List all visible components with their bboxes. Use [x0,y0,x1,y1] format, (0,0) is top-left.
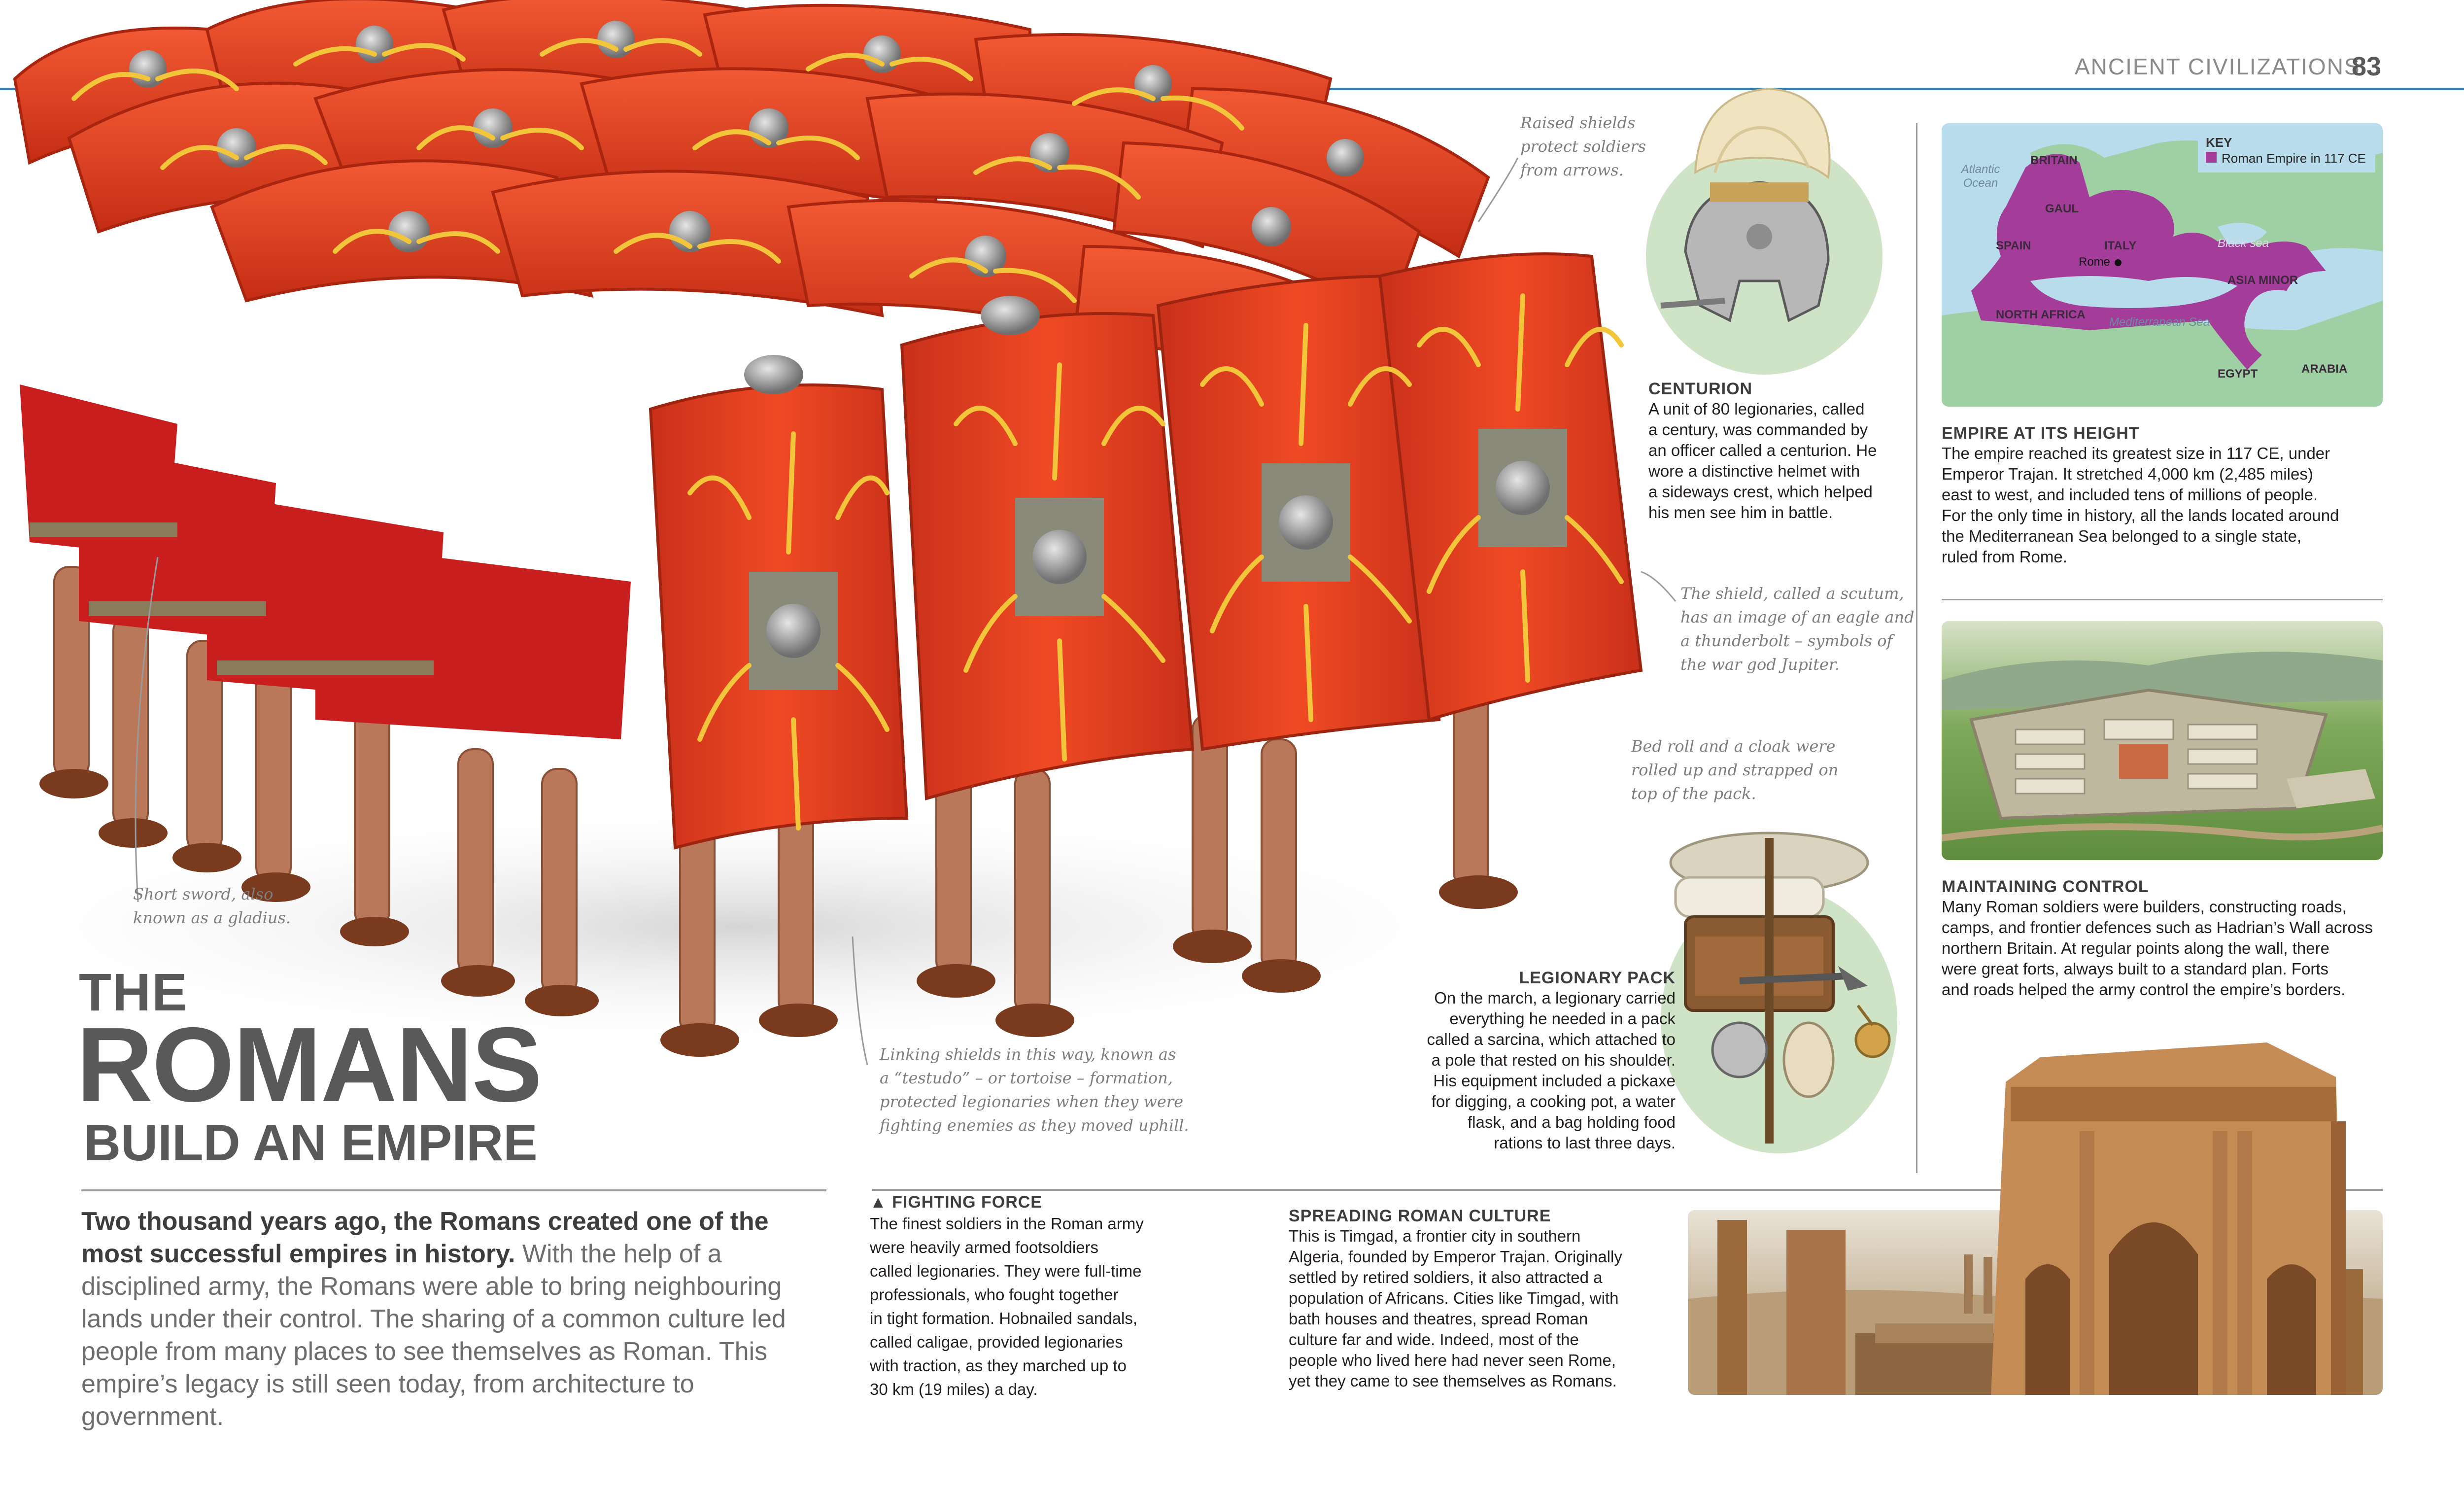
centurion-text [1648,380,1905,523]
triangle-up-icon: ▲ [870,1193,887,1212]
map-label-rome: Rome [2079,255,2111,269]
page-title: ROMANS [76,1005,542,1124]
page-number: 83 [2352,52,2382,81]
intro-lead: Two thousand years ago, the Romans created one of the most successful empires in history. [81,1207,769,1268]
control-text [1942,877,2385,1000]
map-label-arabia: ARABIA [2301,362,2348,376]
map-key-title: KEY [2206,135,2232,150]
map-key-item: Roman Empire in 117 CE [2222,151,2366,166]
title-the: THE [79,962,188,1022]
caption-testudo: Linking shields in this way, known as a “testudo” – or tortoise – formation, protected legionaries when they were fighting enemies as they moved uphill. [880,1045,1189,1135]
map-label-britain: BRITAIN [2030,154,2078,167]
pack-text [1331,969,1676,1153]
title-subtitle: BUILD AN EMPIRE [84,1114,538,1172]
map-label-italy: ITALY [2104,239,2137,252]
trajan-arch-image [1991,1023,2365,1395]
spreading-text [1289,1207,1663,1391]
centurion-heading: CENTURION [1648,380,1753,398]
fighting-force-text [870,1193,1215,1401]
intro-rest: With the help of a disciplined army, the Romans were able to bring neighbouring lands under their control. The sharing of a common culture led people from many places to see themselves as Roman. This empire’s legacy is still seen today, from architecture to government. [81,1240,786,1431]
tunics [20,384,631,739]
empire-body: The empire reached its greatest size in 117 CE, under Emperor Trajan. It stretched 4,000 km (2,485 miles) east to west, and included tens of millions of people. For the only time in history, all the lands located around the Mediterranean Sea belonged to a single state, ruled from Rome. [1942,444,2339,566]
map-label-gaul: GAUL [2045,202,2079,215]
fighting-force-body: The finest soldiers in the Roman army were heavily armed footsoldiers called legionaries. They were full-time professionals, who fought together in tight formation. Hobnailed sandals, called caligae, provided legionaries with traction, as they marched up to 30 km (19 miles) a day. [870,1214,1144,1398]
empire-heading: EMPIRE AT ITS HEIGHT [1942,424,2140,443]
intro-paragraph [81,1205,830,1433]
title-rule [81,1189,826,1191]
spreading-heading: SPREADING ROMAN CULTURE [1289,1207,1551,1225]
map-label-asia-minor: ASIA MINOR [2227,274,2298,287]
fort-image [1942,621,2383,860]
centurion-body: A unit of 80 legionaries, called a century, was commanded by an officer called a centurion. He wore a distinctive helmet with a sideways crest, which helped his men see him in battle. [1648,400,1877,521]
spreading-body: This is Timgad, a frontier city in southern Algeria, founded by Emperor Trajan. Originally settled by retired soldiers, it also attracted a population of Africans. Cities like Timgad, with bath houses and theatres, spread Roman culture far and wide. Indeed, most of the people who lived here had never seen Rome, yet they came to see themselves as Romans. [1289,1227,1622,1390]
map-label-atlantic: Atlantic Ocean [1961,163,2000,190]
empire-text [1942,424,2385,567]
legionary-pack-image [1641,818,1897,1144]
fighting-force-heading: FIGHTING FORCE [892,1193,1042,1212]
control-heading: MAINTAINING CONTROL [1942,877,2149,896]
caption-shield: The shield, called a scutum, has an image of an eagle and a thunderbolt – symbols of the war god Jupiter. [1680,584,1915,674]
map-label-spain: SPAIN [1996,239,2031,252]
section-label: ANCIENT CIVILIZATIONS [2075,54,2361,79]
map-label-black-sea: Black sea [2218,237,2269,250]
pack-body: On the march, a legionary carried everything he needed in a pack called a sarcina, which attached to a pole that rested on his shoulder. His equipment included a pickaxe for digging, a cooking pot, a water flask, and a bag holding food rations to last three days. [1427,989,1676,1152]
right-column-rule [1916,123,1917,1173]
map-rome-dot [2115,259,2122,266]
map-key-swatch [2206,152,2217,163]
map-label-north-africa: NORTH AFRICA [1996,308,2086,321]
front-shields [650,254,1641,848]
caption-bed-roll: Bed roll and a cloak were rolled up and strapped on top of the pack. [1631,737,1839,803]
map-label-mediterranean: Mediterranean Sea [2109,315,2210,329]
caption-raised-shields: Raised shields protect soldiers from arrows. [1520,113,1646,179]
control-body: Many Roman soldiers were builders, constructing roads, camps, and frontier defences such as Hadrian’s Wall across northern Britain. At regular points along the wall, there were great forts, always built to a standard plan. Forts and roads helped the army control the empire’s borders. [1942,898,2373,999]
caption-sword: Short sword, also known as a gladius. [133,885,291,927]
centurion-helmet-image [1641,74,1868,380]
pack-heading: LEGIONARY PACK [1519,969,1676,987]
right-column-divider [1942,599,2383,600]
roman-fort-illustration [1942,621,2383,860]
map-label-egypt: EGYPT [2218,367,2258,381]
shield-leader [1641,572,1676,601]
empire-map [1942,123,2383,407]
